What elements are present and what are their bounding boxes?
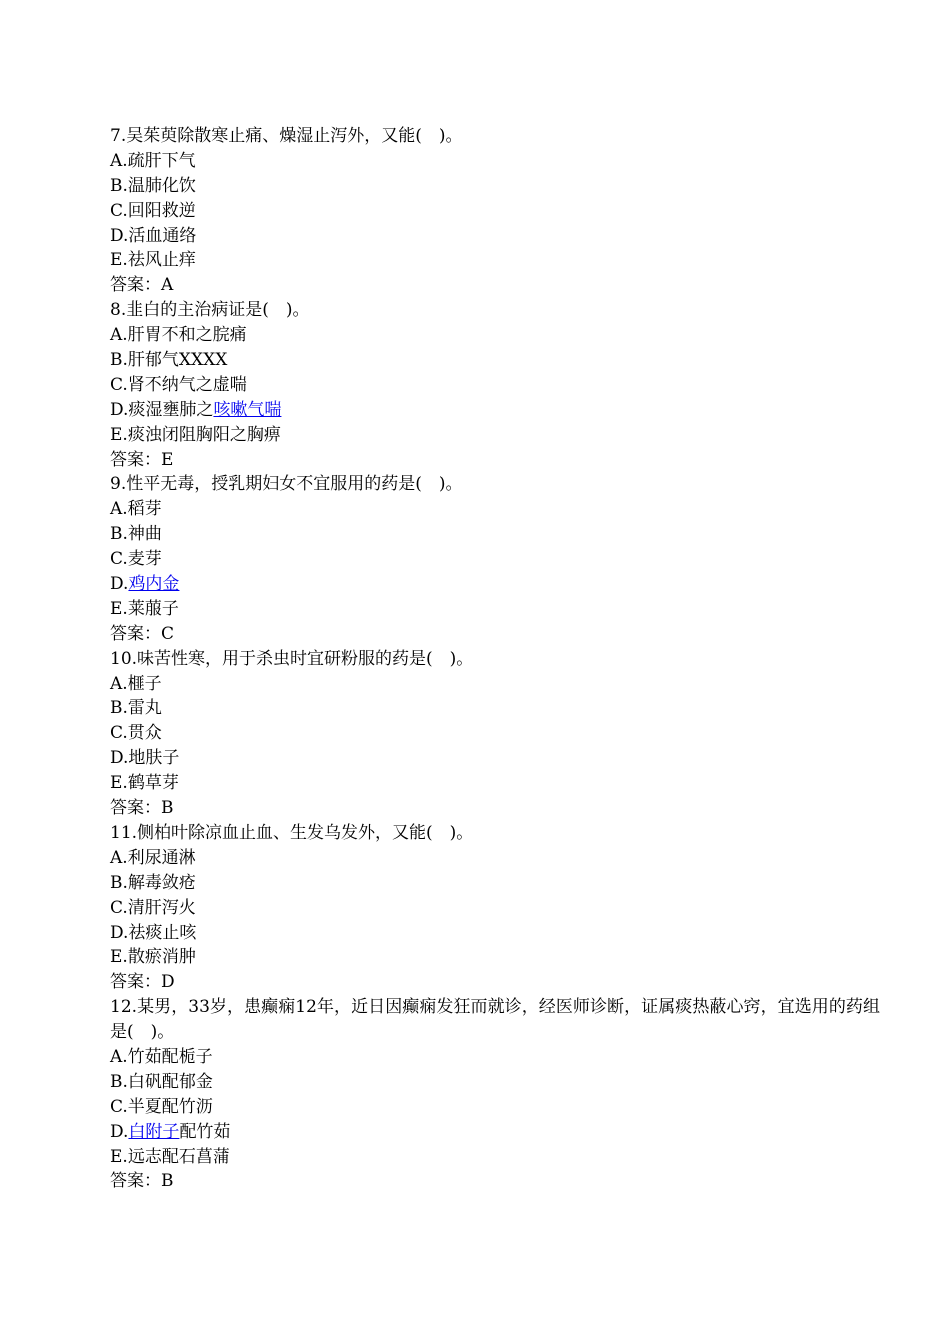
option-d xyxy=(110,398,880,423)
option-e: E.祛风止痒 xyxy=(110,250,196,271)
answer: 答案：E xyxy=(110,449,174,470)
option-a: A.利尿通淋 xyxy=(110,847,196,868)
option-d: D.地肤子 xyxy=(110,748,180,769)
option-text: D.痰湿壅肺之 xyxy=(110,399,214,420)
option-d: D.活血通络 xyxy=(110,225,197,246)
option-c: C.半夏配竹沥 xyxy=(110,1096,213,1117)
option-a: A.肝胃不和之脘痛 xyxy=(110,325,247,346)
term-link[interactable]: 白附子 xyxy=(128,1121,180,1142)
answer: 答案：B xyxy=(110,1171,174,1192)
term-link[interactable]: 咳嗽气喘 xyxy=(213,399,282,420)
option-c: C.回阳救逆 xyxy=(110,200,196,221)
option-text: D. xyxy=(110,574,129,595)
option-a: A.榧子 xyxy=(110,673,162,694)
option-b: B.温肺化饮 xyxy=(110,175,196,196)
option-c: C.贯众 xyxy=(110,723,162,744)
option-e: E.莱菔子 xyxy=(110,598,179,619)
option-e: E.散瘀消肿 xyxy=(110,947,196,968)
question-stem: 11.侧柏叶除凉血止血、生发乌发外，又能( )。 xyxy=(110,822,474,843)
option-c: C.清肝泻火 xyxy=(110,897,196,918)
option-b: B.解毒敛疮 xyxy=(110,872,196,893)
option-b: B.雷丸 xyxy=(110,698,162,719)
option-d xyxy=(110,1120,880,1145)
answer: 答案：C xyxy=(110,623,175,644)
question-7 xyxy=(110,124,880,298)
question-8 xyxy=(110,298,880,472)
answer: 答案：B xyxy=(110,798,174,819)
answer: 答案：D xyxy=(110,972,175,993)
question-stem: 8.韭白的主治病证是( )。 xyxy=(110,300,310,321)
question-stem: 10.味苦性寒，用于杀虫时宜研粉服的药是( )。 xyxy=(110,648,474,669)
option-d: D.祛痰止咳 xyxy=(110,922,197,943)
option-e: E.远志配石菖蒲 xyxy=(110,1146,230,1167)
document-page xyxy=(110,124,880,1194)
option-b: B.神曲 xyxy=(110,524,162,545)
question-12 xyxy=(110,995,880,1194)
option-b: B.肝郁气XXXX xyxy=(110,350,228,371)
option-text: D. xyxy=(110,1121,129,1142)
question-stem: 9.性平无毒，授乳期妇女不宜服用的药是( )。 xyxy=(110,474,463,495)
option-a: A.疏肝下气 xyxy=(110,150,196,171)
option-a: A.稻芽 xyxy=(110,499,162,520)
question-stem: 12.某男，33岁，患癫痫12年，近日因癫痫发狂而就诊，经医师诊断，证属痰热蔽心窍，宜选用的药组是( )。 xyxy=(110,997,880,1043)
option-e: E.鹤草芽 xyxy=(110,773,179,794)
answer: 答案：A xyxy=(110,275,174,296)
question-11 xyxy=(110,821,880,995)
question-10 xyxy=(110,647,880,821)
option-d xyxy=(110,572,880,597)
option-c: C.肾不纳气之虚喘 xyxy=(110,374,247,395)
term-link[interactable]: 鸡内金 xyxy=(128,574,180,595)
option-c: C.麦芽 xyxy=(110,549,162,570)
question-9 xyxy=(110,472,880,646)
option-e: E.痰浊闭阻胸阳之胸痹 xyxy=(110,424,281,445)
question-stem: 7.吴茱萸除散寒止痛、燥湿止泻外，又能( )。 xyxy=(110,126,463,146)
option-text-suffix: 配竹茹 xyxy=(179,1121,231,1142)
option-a: A.竹茹配栀子 xyxy=(110,1046,213,1067)
option-b: B.白矾配郁金 xyxy=(110,1071,213,1092)
